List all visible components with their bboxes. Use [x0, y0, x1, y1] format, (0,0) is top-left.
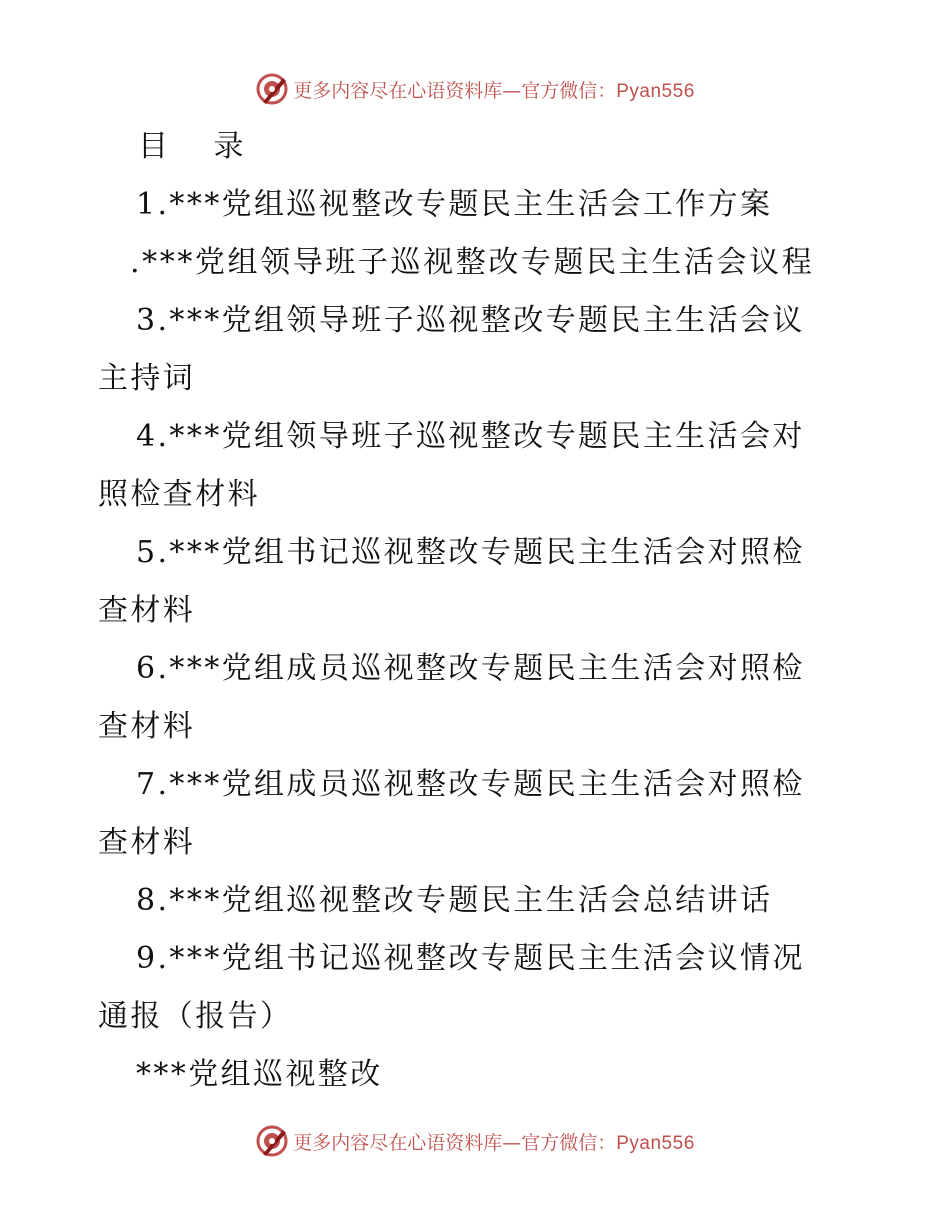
toc-line: 查材料	[98, 825, 196, 860]
toc-line: 4.***党组领导班子巡视整改专题民主生活会对	[136, 419, 805, 454]
pen-circle-logo-icon	[255, 72, 289, 106]
toc-line: ***党组巡视整改	[136, 1057, 383, 1092]
footer-watermark	[0, 1124, 950, 1158]
toc-line: 7.***党组成员巡视整改专题民主生活会对照检	[136, 767, 805, 802]
pen-circle-logo-icon	[255, 1124, 289, 1158]
watermark-wechat-label: 官方微信：	[521, 79, 617, 102]
toc-line: 5.***党组书记巡视整改专题民主生活会对照检	[136, 535, 805, 570]
toc-line: 主持词	[98, 361, 196, 396]
toc-list	[98, 176, 858, 1104]
watermark-separator: —	[502, 1131, 522, 1154]
watermark-text	[293, 76, 695, 103]
toc-line: 通报（报告）	[98, 999, 293, 1034]
toc-line: 9.***党组书记巡视整改专题民主生活会议情况	[136, 941, 805, 976]
watermark-text	[293, 1128, 695, 1155]
document-body	[98, 118, 858, 1104]
toc-line: 1.***党组巡视整改专题民主生活会工作方案	[136, 187, 773, 222]
toc-line: 6.***党组成员巡视整改专题民主生活会对照检	[136, 651, 805, 686]
watermark-brand: 更多内容尽在心语资料库	[293, 79, 503, 102]
toc-line: 8.***党组巡视整改专题民主生活会总结讲话	[136, 883, 773, 918]
toc-line: 3.***党组领导班子巡视整改专题民主生活会议	[136, 303, 805, 338]
header-watermark	[0, 72, 950, 106]
watermark-wechat-label: 官方微信：	[521, 1131, 617, 1154]
toc-line: 查材料	[98, 709, 196, 744]
watermark-separator: —	[502, 79, 522, 102]
watermark-wechat-id: Pyan556	[616, 80, 695, 102]
watermark-wechat-id: Pyan556	[616, 1132, 695, 1154]
watermark-brand: 更多内容尽在心语资料库	[293, 1131, 503, 1154]
toc-line: .***党组领导班子巡视整改专题民主生活会议程	[130, 245, 815, 280]
toc-title: 目 录	[138, 129, 262, 164]
toc-line: 照检查材料	[98, 477, 260, 512]
toc-line: 查材料	[98, 593, 196, 628]
